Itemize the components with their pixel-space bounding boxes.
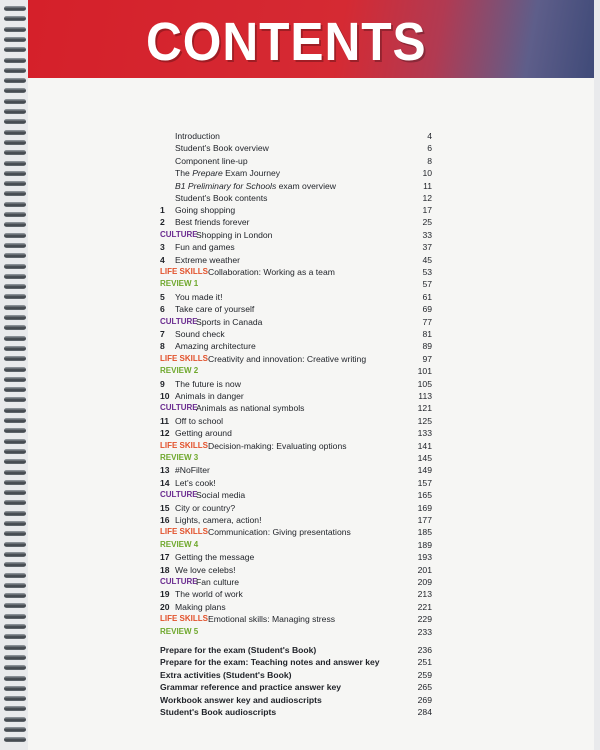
spiral-ring — [4, 336, 26, 341]
page-number: 89 — [422, 341, 432, 352]
entry-title: Student's Book contents — [175, 193, 268, 203]
life-label: LIFE SKILLS — [160, 353, 208, 363]
spiral-ring — [4, 243, 26, 248]
spiral-ring — [4, 161, 26, 166]
unit-number: 1 — [160, 205, 165, 215]
spiral-ring — [4, 305, 26, 310]
spiral-ring — [4, 264, 26, 269]
page-number: 145 — [417, 453, 432, 463]
spiral-ring — [4, 717, 26, 722]
page-number: 169 — [417, 502, 432, 513]
entry-title: Extra activities (Student's Book) — [160, 669, 292, 680]
review-label: REVIEW 2 — [160, 366, 199, 376]
page-number: 45 — [422, 254, 432, 265]
entry-title: Sound check — [175, 329, 225, 339]
spiral-ring — [4, 181, 26, 186]
page-number: 6 — [427, 143, 432, 154]
spiral-ring — [4, 109, 26, 114]
page-number: 259 — [417, 669, 432, 680]
spiral-ring — [4, 459, 26, 464]
page-number: 141 — [417, 440, 432, 451]
spiral-ring — [4, 6, 26, 11]
culture-label: CULTURE — [160, 577, 198, 586]
unit-number: 10 — [160, 391, 170, 401]
unit-number: 6 — [160, 304, 165, 315]
spiral-ring — [4, 367, 26, 372]
spiral-ring — [4, 603, 26, 608]
unit-number: 3 — [160, 242, 165, 253]
spiral-ring — [4, 16, 26, 21]
review-label: REVIEW 1 — [160, 279, 199, 289]
page-number: 229 — [417, 614, 432, 625]
life-label: LIFE SKILLS — [160, 614, 208, 624]
entry-title: Introduction — [175, 131, 220, 141]
spiral-ring — [4, 119, 26, 124]
entry-title: Student's Book audioscripts — [160, 707, 277, 717]
page-number: 69 — [422, 304, 432, 315]
unit-number: 14 — [160, 477, 170, 488]
spiral-ring — [4, 233, 26, 238]
unit-number: 17 — [160, 552, 170, 563]
page-number: 189 — [417, 539, 432, 550]
spiral-ring — [4, 274, 26, 279]
spiral-ring — [4, 171, 26, 176]
spiral-ring — [4, 408, 26, 413]
spiral-ring — [4, 284, 26, 289]
unit-number: 13 — [160, 465, 170, 476]
spiral-ring — [4, 428, 26, 433]
entry-title: City or country? — [175, 502, 236, 513]
entry-title: We love celebs! — [175, 564, 236, 575]
spiral-ring — [4, 387, 26, 392]
spiral-ring — [4, 542, 26, 547]
spiral-ring — [4, 88, 26, 93]
entry-title: Fun and games — [175, 242, 235, 253]
page-number: 125 — [417, 415, 432, 426]
page-number: 10 — [422, 168, 432, 179]
page-number: 121 — [417, 403, 432, 414]
page-number: 61 — [422, 291, 432, 302]
spiral-ring — [4, 68, 26, 73]
entry-title: Prepare for the exam: Teaching notes and answer key — [160, 657, 380, 668]
unit-number: 8 — [160, 341, 165, 352]
entry-title: Student's Book overview — [175, 143, 269, 154]
spiral-ring — [4, 315, 26, 320]
spiral-ring — [4, 686, 26, 691]
spiral-ring — [4, 325, 26, 330]
spiral-ring — [4, 655, 26, 660]
entry-title: Grammar reference and practice answer key — [160, 682, 342, 693]
entry-title: Prepare for the exam (Student's Book) — [160, 645, 317, 655]
page-number: 101 — [417, 366, 432, 377]
spiral-ring — [4, 294, 26, 299]
spiral-ring — [4, 150, 26, 155]
page-number: 209 — [417, 577, 432, 587]
page-number: 17 — [422, 205, 432, 215]
spiral-ring — [4, 212, 26, 217]
page-number: 221 — [417, 601, 432, 612]
page-number: 201 — [417, 564, 432, 575]
spiral-ring — [4, 58, 26, 63]
entry-title: Extreme weather — [175, 254, 240, 265]
spiral-ring — [4, 140, 26, 145]
page-number: 113 — [418, 391, 432, 401]
unit-number: 4 — [160, 254, 165, 265]
page-number: 57 — [422, 279, 432, 290]
page-number: 177 — [417, 515, 432, 525]
entry-title: Animals in danger — [175, 391, 244, 401]
spiral-ring — [4, 449, 26, 454]
spiral-ring — [4, 593, 26, 598]
spiral-ring — [4, 439, 26, 444]
spiral-ring — [4, 521, 26, 526]
review-label: REVIEW 3 — [160, 453, 199, 462]
entry-title: The Prepare Exam Journey — [175, 168, 281, 179]
review-label: REVIEW 5 — [160, 626, 199, 636]
spiral-ring — [4, 490, 26, 495]
page-number: 269 — [417, 694, 432, 705]
unit-number: 18 — [160, 564, 170, 575]
entry-title: Getting around — [175, 428, 232, 439]
entry-title: Animals as national symbols — [196, 403, 305, 414]
spiral-ring — [4, 356, 26, 361]
spiral-ring — [4, 665, 26, 670]
spiral-ring — [4, 480, 26, 485]
page-number: 233 — [417, 626, 432, 637]
entry-title: Component line-up — [175, 155, 248, 166]
entry-title: The future is now — [175, 378, 241, 389]
page-number: 8 — [427, 155, 432, 166]
unit-number: 5 — [160, 291, 165, 302]
page-number: 53 — [422, 267, 432, 277]
spiral-ring — [4, 222, 26, 227]
entry-title: Workbook answer key and audioscripts — [160, 694, 322, 705]
spiral-ring — [4, 418, 26, 423]
unit-number: 20 — [160, 601, 170, 612]
entry-title: Sports in Canada — [196, 316, 263, 327]
entry-title: Take care of yourself — [175, 304, 255, 315]
unit-number: 9 — [160, 378, 165, 389]
spiral-ring — [4, 676, 26, 681]
spiral-binding — [0, 0, 30, 750]
spiral-ring — [4, 130, 26, 135]
spiral-ring — [4, 470, 26, 475]
entry-title: Let's cook! — [175, 477, 216, 488]
page-number: 251 — [417, 657, 432, 668]
life-label: LIFE SKILLS — [160, 440, 208, 450]
page-number: 11 — [423, 180, 432, 191]
entry-title: Communication: Giving presentations — [208, 527, 351, 538]
entry-title: Creativity and innovation: Creative writing — [208, 353, 367, 364]
spiral-ring — [4, 191, 26, 196]
header-banner — [28, 0, 594, 78]
entry-title: The world of work — [175, 589, 243, 600]
entry-title: Amazing architecture — [175, 341, 256, 352]
spiral-ring — [4, 583, 26, 588]
page-number: 12 — [422, 193, 432, 203]
page-number: 81 — [422, 329, 432, 339]
entry-title: Decision-making: Evaluating options — [208, 440, 347, 451]
page-number: 33 — [422, 229, 432, 240]
page-number: 37 — [422, 242, 432, 253]
spiral-ring — [4, 511, 26, 516]
spiral-ring — [4, 696, 26, 701]
page-number: 157 — [417, 477, 432, 488]
spiral-ring — [4, 37, 26, 42]
life-label: LIFE SKILLS — [160, 527, 208, 537]
spiral-ring — [4, 706, 26, 711]
culture-label: CULTURE — [160, 490, 198, 500]
spiral-ring — [4, 377, 26, 382]
page-number: 193 — [417, 552, 432, 563]
page-number: 97 — [422, 353, 432, 364]
unit-number: 19 — [160, 589, 170, 600]
entry-title: #NoFilter — [175, 465, 210, 476]
culture-label: CULTURE — [160, 316, 198, 326]
spiral-ring — [4, 253, 26, 258]
review-label: REVIEW 4 — [160, 539, 199, 549]
entry-title: Getting the message — [175, 552, 255, 563]
spiral-ring — [4, 99, 26, 104]
page-number: 213 — [417, 589, 432, 600]
spiral-ring — [4, 727, 26, 732]
entry-title: Social media — [196, 490, 246, 501]
page-number: 284 — [417, 707, 432, 717]
unit-number: 7 — [160, 329, 165, 339]
page-number: 105 — [417, 378, 432, 389]
entry-title: Going shopping — [175, 205, 236, 215]
spiral-ring — [4, 737, 26, 742]
page-title: CONTENTS — [146, 12, 427, 72]
spiral-ring — [4, 645, 26, 650]
spiral-ring — [4, 573, 26, 578]
entry-title: Off to school — [175, 415, 224, 426]
unit-number: 11 — [160, 415, 170, 426]
spiral-ring — [4, 552, 26, 557]
spiral-ring — [4, 562, 26, 567]
spiral-ring — [4, 531, 26, 536]
culture-label: CULTURE — [160, 229, 198, 239]
spiral-ring — [4, 202, 26, 207]
entry-title: Emotional skills: Managing stress — [208, 614, 336, 625]
page-number: 77 — [422, 316, 432, 327]
page-number: 133 — [417, 428, 432, 439]
spiral-ring — [4, 47, 26, 52]
page-number: 236 — [417, 645, 432, 655]
life-label: LIFE SKILLS — [160, 267, 208, 276]
page-number: 265 — [417, 682, 432, 693]
unit-number: 15 — [160, 502, 170, 513]
page-number: 149 — [417, 465, 432, 476]
entry-title: Fan culture — [196, 577, 239, 587]
entry-title: B1 Preliminary for Schools exam overview — [175, 180, 336, 191]
entry-title: You made it! — [175, 291, 223, 302]
entry-title: Best friends forever — [175, 217, 250, 228]
spiral-ring — [4, 27, 26, 32]
spiral-ring — [4, 78, 26, 83]
entry-title: Making plans — [175, 601, 226, 612]
entry-title: Collaboration: Working as a team — [208, 267, 335, 277]
entry-title: Shopping in London — [196, 229, 273, 240]
document-page — [28, 0, 594, 750]
unit-number: 2 — [160, 217, 165, 228]
culture-label: CULTURE — [160, 403, 198, 413]
spiral-ring — [4, 624, 26, 629]
page-number: 185 — [417, 527, 432, 538]
spiral-ring — [4, 634, 26, 639]
spiral-ring — [4, 346, 26, 351]
entry-title: Lights, camera, action! — [175, 515, 262, 525]
spiral-ring — [4, 614, 26, 619]
unit-number: 16 — [160, 515, 170, 525]
unit-number: 12 — [160, 428, 170, 439]
spiral-ring — [4, 500, 26, 505]
page-number: 165 — [417, 490, 432, 501]
page-number: 25 — [422, 217, 432, 228]
page-number: 4 — [427, 131, 432, 141]
spiral-ring — [4, 397, 26, 402]
